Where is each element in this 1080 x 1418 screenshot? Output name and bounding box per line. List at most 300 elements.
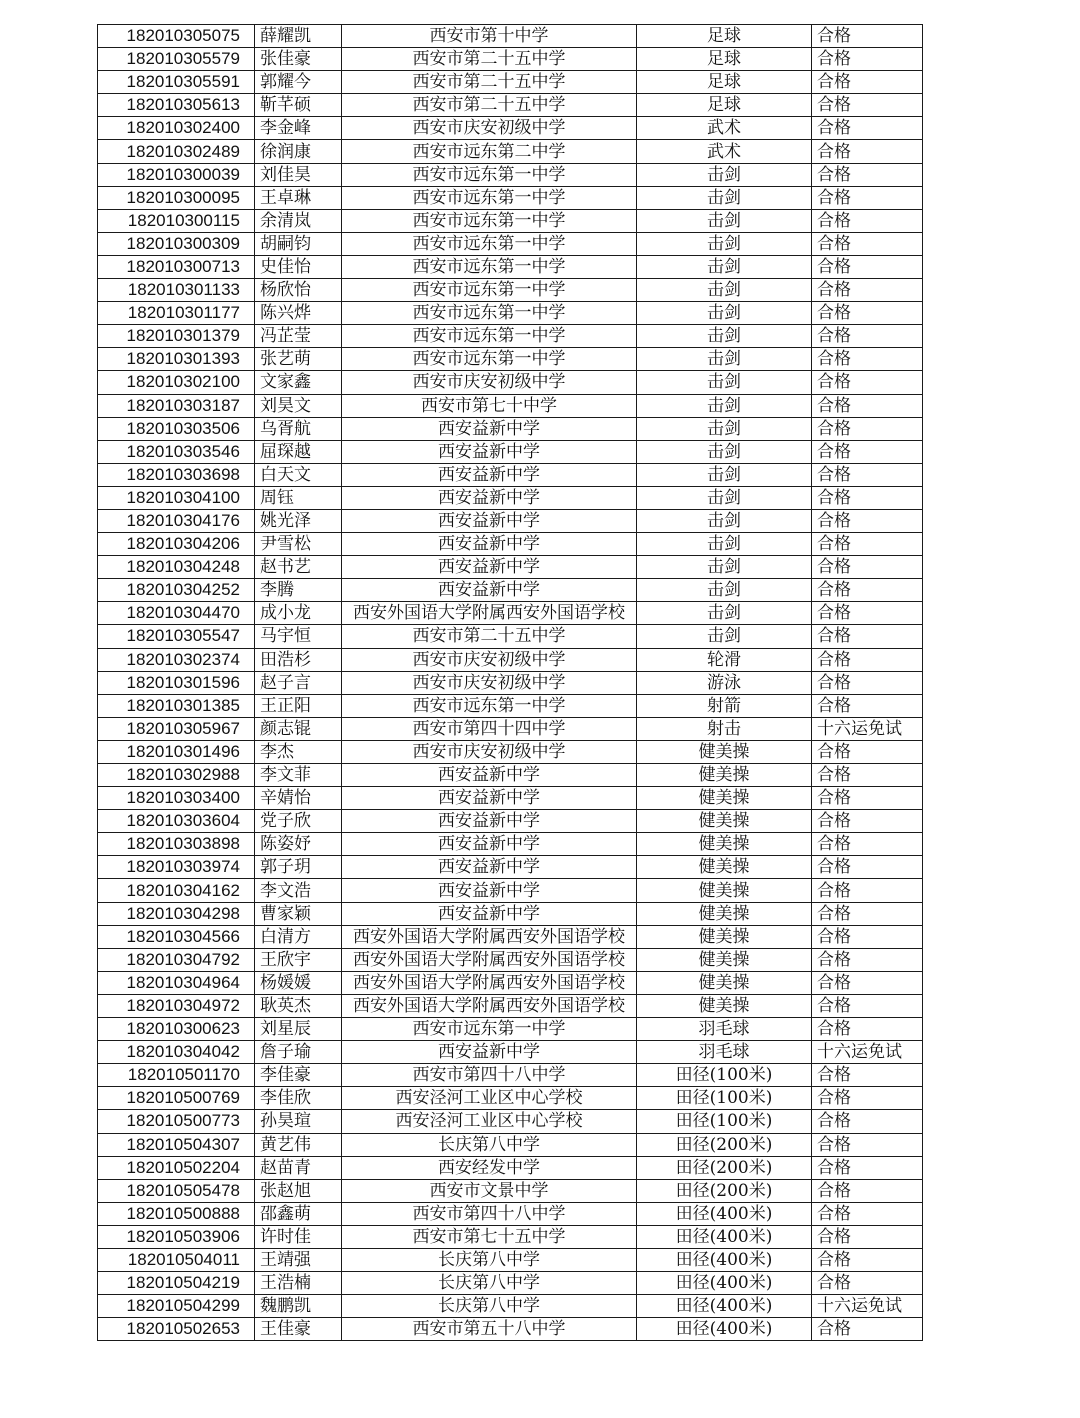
- sport-cell: 击剑: [637, 509, 812, 532]
- exam-number-cell: 182010502204: [98, 1156, 255, 1179]
- student-name-cell: 魏鹏凯: [255, 1295, 342, 1318]
- result-cell: 合格: [812, 302, 923, 325]
- result-cell: 合格: [812, 279, 923, 302]
- table-row: [98, 140, 923, 163]
- sport-cell: 击剑: [637, 232, 812, 255]
- school-cell: 西安泾河工业区中心学校: [342, 1087, 637, 1110]
- sport-cell: 击剑: [637, 209, 812, 232]
- school-cell: 西安益新中学: [342, 1041, 637, 1064]
- table-row: [98, 117, 923, 140]
- table-row: [98, 1156, 923, 1179]
- result-cell: 合格: [812, 1179, 923, 1202]
- sport-cell: 击剑: [637, 602, 812, 625]
- table-row: [98, 1018, 923, 1041]
- exam-number-cell: 182010301496: [98, 740, 255, 763]
- result-cell: 合格: [812, 694, 923, 717]
- result-cell: 合格: [812, 556, 923, 579]
- result-cell: 合格: [812, 671, 923, 694]
- student-name-cell: 李佳豪: [255, 1064, 342, 1087]
- exam-number-cell: 182010305967: [98, 717, 255, 740]
- student-name-cell: 徐润康: [255, 140, 342, 163]
- sport-cell: 田径(400米): [637, 1272, 812, 1295]
- sport-cell: 击剑: [637, 255, 812, 278]
- sport-cell: 击剑: [637, 486, 812, 509]
- student-name-cell: 辛婧怡: [255, 787, 342, 810]
- school-cell: 西安市远东第一中学: [342, 1018, 637, 1041]
- result-cell: 合格: [812, 209, 923, 232]
- table-row: [98, 694, 923, 717]
- student-name-cell: 周钰: [255, 486, 342, 509]
- sport-cell: 田径(400米): [637, 1295, 812, 1318]
- exam-number-cell: 182010304176: [98, 509, 255, 532]
- school-cell: 西安益新中学: [342, 902, 637, 925]
- sport-cell: 射击: [637, 717, 812, 740]
- exam-number-cell: 182010304964: [98, 971, 255, 994]
- student-name-cell: 黄艺伟: [255, 1133, 342, 1156]
- exam-number-cell: 182010300115: [98, 209, 255, 232]
- student-name-cell: 李佳欣: [255, 1087, 342, 1110]
- result-cell: 合格: [812, 1318, 923, 1341]
- sport-cell: 击剑: [637, 302, 812, 325]
- student-name-cell: 姚光泽: [255, 509, 342, 532]
- sport-cell: 击剑: [637, 625, 812, 648]
- result-cell: 合格: [812, 856, 923, 879]
- exam-number-cell: 182010305613: [98, 94, 255, 117]
- exam-number-cell: 182010301385: [98, 694, 255, 717]
- sport-cell: 击剑: [637, 579, 812, 602]
- sport-cell: 羽毛球: [637, 1041, 812, 1064]
- school-cell: 西安市远东第一中学: [342, 255, 637, 278]
- sport-cell: 击剑: [637, 463, 812, 486]
- result-cell: 合格: [812, 1133, 923, 1156]
- sport-cell: 击剑: [637, 279, 812, 302]
- table-row: [98, 1064, 923, 1087]
- exam-number-cell: 182010500769: [98, 1087, 255, 1110]
- sport-cell: 轮滑: [637, 648, 812, 671]
- result-cell: 合格: [812, 463, 923, 486]
- school-cell: 西安市庆安初级中学: [342, 671, 637, 694]
- school-cell: 西安外国语大学附属西安外国语学校: [342, 948, 637, 971]
- student-name-cell: 薛耀凯: [255, 25, 342, 48]
- school-cell: 西安益新中学: [342, 579, 637, 602]
- school-cell: 西安市第四十八中学: [342, 1064, 637, 1087]
- table-row: [98, 440, 923, 463]
- result-cell: 合格: [812, 117, 923, 140]
- school-cell: 西安市庆安初级中学: [342, 740, 637, 763]
- student-name-cell: 成小龙: [255, 602, 342, 625]
- student-name-cell: 杨欣怡: [255, 279, 342, 302]
- result-cell: 合格: [812, 1202, 923, 1225]
- student-name-cell: 马宇恒: [255, 625, 342, 648]
- school-cell: 西安益新中学: [342, 810, 637, 833]
- student-name-cell: 冯芷莹: [255, 325, 342, 348]
- school-cell: 西安益新中学: [342, 556, 637, 579]
- sport-cell: 健美操: [637, 879, 812, 902]
- sport-cell: 健美操: [637, 833, 812, 856]
- sport-cell: 健美操: [637, 787, 812, 810]
- result-cell: 十六运免试: [812, 717, 923, 740]
- school-cell: 西安益新中学: [342, 879, 637, 902]
- exam-number-cell: 182010302100: [98, 371, 255, 394]
- school-cell: 西安市远东第一中学: [342, 302, 637, 325]
- sport-cell: 击剑: [637, 440, 812, 463]
- sport-cell: 田径(400米): [637, 1318, 812, 1341]
- table-row: [98, 602, 923, 625]
- student-name-cell: 颜志锟: [255, 717, 342, 740]
- student-name-cell: 张艺萌: [255, 348, 342, 371]
- table-row: [98, 1225, 923, 1248]
- result-cell: 合格: [812, 740, 923, 763]
- student-name-cell: 刘佳昊: [255, 163, 342, 186]
- exam-number-cell: 182010300095: [98, 186, 255, 209]
- result-cell: 合格: [812, 994, 923, 1017]
- table-row: [98, 740, 923, 763]
- school-cell: 西安市远东第二中学: [342, 140, 637, 163]
- student-name-cell: 白天文: [255, 463, 342, 486]
- student-name-cell: 张赵旭: [255, 1179, 342, 1202]
- school-cell: 西安外国语大学附属西安外国语学校: [342, 925, 637, 948]
- table-row: [98, 209, 923, 232]
- school-cell: 长庆第八中学: [342, 1133, 637, 1156]
- sport-cell: 游泳: [637, 671, 812, 694]
- sport-cell: 击剑: [637, 394, 812, 417]
- result-cell: 合格: [812, 1225, 923, 1248]
- student-name-cell: 曹家颖: [255, 902, 342, 925]
- table-row: [98, 417, 923, 440]
- exam-number-cell: 182010504011: [98, 1248, 255, 1271]
- school-cell: 西安市远东第一中学: [342, 279, 637, 302]
- result-cell: 合格: [812, 1110, 923, 1133]
- student-name-cell: 靳芊硕: [255, 94, 342, 117]
- sport-cell: 田径(200米): [637, 1179, 812, 1202]
- result-cell: 合格: [812, 25, 923, 48]
- exam-number-cell: 182010304206: [98, 533, 255, 556]
- student-name-cell: 赵苗青: [255, 1156, 342, 1179]
- sport-cell: 击剑: [637, 163, 812, 186]
- exam-number-cell: 182010304298: [98, 902, 255, 925]
- student-name-cell: 屈琛越: [255, 440, 342, 463]
- student-name-cell: 余清岚: [255, 209, 342, 232]
- exam-number-cell: 182010304566: [98, 925, 255, 948]
- sport-cell: 足球: [637, 48, 812, 71]
- table-row: [98, 1087, 923, 1110]
- exam-number-cell: 182010304470: [98, 602, 255, 625]
- student-name-cell: 李腾: [255, 579, 342, 602]
- result-cell: 合格: [812, 348, 923, 371]
- school-cell: 西安益新中学: [342, 856, 637, 879]
- school-cell: 西安外国语大学附属西安外国语学校: [342, 994, 637, 1017]
- sport-cell: 足球: [637, 94, 812, 117]
- table-row: [98, 394, 923, 417]
- school-cell: 长庆第八中学: [342, 1272, 637, 1295]
- result-cell: 合格: [812, 902, 923, 925]
- exam-number-cell: 182010304252: [98, 579, 255, 602]
- table-row: [98, 371, 923, 394]
- roster-table: [97, 24, 923, 1341]
- exam-number-cell: 182010303400: [98, 787, 255, 810]
- exam-number-cell: 182010500773: [98, 1110, 255, 1133]
- sport-cell: 田径(400米): [637, 1202, 812, 1225]
- table-row: [98, 879, 923, 902]
- table-row: [98, 971, 923, 994]
- result-cell: 合格: [812, 833, 923, 856]
- exam-number-cell: 182010305547: [98, 625, 255, 648]
- student-name-cell: 许时佳: [255, 1225, 342, 1248]
- student-name-cell: 李文浩: [255, 879, 342, 902]
- table-row: [98, 25, 923, 48]
- school-cell: 西安市远东第一中学: [342, 163, 637, 186]
- result-cell: 合格: [812, 232, 923, 255]
- student-name-cell: 党子欣: [255, 810, 342, 833]
- student-name-cell: 赵书艺: [255, 556, 342, 579]
- exam-number-cell: 182010500888: [98, 1202, 255, 1225]
- table-row: [98, 94, 923, 117]
- student-name-cell: 张佳豪: [255, 48, 342, 71]
- exam-number-cell: 182010303604: [98, 810, 255, 833]
- table-row: [98, 1133, 923, 1156]
- sport-cell: 击剑: [637, 556, 812, 579]
- table-row: [98, 1248, 923, 1271]
- sport-cell: 足球: [637, 25, 812, 48]
- student-name-cell: 王欣宇: [255, 948, 342, 971]
- result-cell: 合格: [812, 325, 923, 348]
- sport-cell: 健美操: [637, 810, 812, 833]
- exam-number-cell: 182010303698: [98, 463, 255, 486]
- result-cell: 合格: [812, 94, 923, 117]
- school-cell: 西安市远东第一中学: [342, 232, 637, 255]
- result-cell: 合格: [812, 371, 923, 394]
- result-cell: 合格: [812, 1272, 923, 1295]
- sport-cell: 健美操: [637, 902, 812, 925]
- sport-cell: 足球: [637, 71, 812, 94]
- student-name-cell: 陈兴烨: [255, 302, 342, 325]
- school-cell: 西安市远东第一中学: [342, 694, 637, 717]
- table-row: [98, 717, 923, 740]
- exam-number-cell: 182010300623: [98, 1018, 255, 1041]
- table-row: [98, 302, 923, 325]
- result-cell: 合格: [812, 48, 923, 71]
- school-cell: 西安经发中学: [342, 1156, 637, 1179]
- exam-number-cell: 182010304792: [98, 948, 255, 971]
- sport-cell: 羽毛球: [637, 1018, 812, 1041]
- table-row: [98, 994, 923, 1017]
- table-row: [98, 348, 923, 371]
- sport-cell: 武术: [637, 117, 812, 140]
- student-name-cell: 詹子瑜: [255, 1041, 342, 1064]
- school-cell: 西安市第四十四中学: [342, 717, 637, 740]
- table-row: [98, 486, 923, 509]
- student-name-cell: 李杰: [255, 740, 342, 763]
- sport-cell: 击剑: [637, 533, 812, 556]
- school-cell: 西安益新中学: [342, 440, 637, 463]
- school-cell: 西安益新中学: [342, 764, 637, 787]
- exam-number-cell: 182010303898: [98, 833, 255, 856]
- school-cell: 西安市第七十中学: [342, 394, 637, 417]
- sport-cell: 击剑: [637, 348, 812, 371]
- school-cell: 西安市远东第一中学: [342, 325, 637, 348]
- result-cell: 合格: [812, 787, 923, 810]
- result-cell: 合格: [812, 1064, 923, 1087]
- student-name-cell: 陈姿妤: [255, 833, 342, 856]
- student-name-cell: 耿英杰: [255, 994, 342, 1017]
- table-row: [98, 948, 923, 971]
- table-row: [98, 509, 923, 532]
- sport-cell: 田径(400米): [637, 1248, 812, 1271]
- sport-cell: 田径(100米): [637, 1110, 812, 1133]
- student-name-cell: 乌胥航: [255, 417, 342, 440]
- table-row: [98, 163, 923, 186]
- result-cell: 合格: [812, 948, 923, 971]
- exam-number-cell: 182010303974: [98, 856, 255, 879]
- student-name-cell: 田浩杉: [255, 648, 342, 671]
- exam-number-cell: 182010301393: [98, 348, 255, 371]
- table-row: [98, 787, 923, 810]
- student-name-cell: 李金峰: [255, 117, 342, 140]
- table-row: [98, 925, 923, 948]
- result-cell: 合格: [812, 925, 923, 948]
- result-cell: 合格: [812, 163, 923, 186]
- roster-body: [98, 25, 923, 1341]
- school-cell: 西安益新中学: [342, 833, 637, 856]
- school-cell: 西安市第四十八中学: [342, 1202, 637, 1225]
- result-cell: 合格: [812, 1248, 923, 1271]
- result-cell: 合格: [812, 810, 923, 833]
- table-row: [98, 1110, 923, 1133]
- sport-cell: 武术: [637, 140, 812, 163]
- result-cell: 合格: [812, 255, 923, 278]
- result-cell: 合格: [812, 602, 923, 625]
- table-row: [98, 902, 923, 925]
- student-name-cell: 王卓琳: [255, 186, 342, 209]
- result-cell: 合格: [812, 71, 923, 94]
- table-row: [98, 810, 923, 833]
- exam-number-cell: 182010303506: [98, 417, 255, 440]
- exam-number-cell: 182010303187: [98, 394, 255, 417]
- sport-cell: 田径(100米): [637, 1064, 812, 1087]
- exam-number-cell: 182010305591: [98, 71, 255, 94]
- result-cell: 合格: [812, 509, 923, 532]
- student-name-cell: 刘昊文: [255, 394, 342, 417]
- school-cell: 西安市第二十五中学: [342, 94, 637, 117]
- result-cell: 合格: [812, 764, 923, 787]
- exam-number-cell: 182010304162: [98, 879, 255, 902]
- exam-number-cell: 182010304972: [98, 994, 255, 1017]
- table-row: [98, 764, 923, 787]
- sport-cell: 击剑: [637, 371, 812, 394]
- exam-number-cell: 182010504307: [98, 1133, 255, 1156]
- student-name-cell: 郭子玥: [255, 856, 342, 879]
- sport-cell: 健美操: [637, 764, 812, 787]
- exam-number-cell: 182010504299: [98, 1295, 255, 1318]
- table-row: [98, 1272, 923, 1295]
- exam-number-cell: 182010503906: [98, 1225, 255, 1248]
- sport-cell: 健美操: [637, 856, 812, 879]
- school-cell: 西安益新中学: [342, 787, 637, 810]
- school-cell: 西安市第七十五中学: [342, 1225, 637, 1248]
- table-row: [98, 1202, 923, 1225]
- student-name-cell: 孙昊瑄: [255, 1110, 342, 1133]
- school-cell: 西安泾河工业区中心学校: [342, 1110, 637, 1133]
- school-cell: 西安市第二十五中学: [342, 625, 637, 648]
- exam-number-cell: 182010302988: [98, 764, 255, 787]
- sport-cell: 田径(400米): [637, 1225, 812, 1248]
- table-row: [98, 1295, 923, 1318]
- school-cell: 西安益新中学: [342, 486, 637, 509]
- sport-cell: 击剑: [637, 417, 812, 440]
- exam-number-cell: 182010301177: [98, 302, 255, 325]
- student-name-cell: 王靖强: [255, 1248, 342, 1271]
- student-name-cell: 史佳怡: [255, 255, 342, 278]
- school-cell: 西安市第二十五中学: [342, 48, 637, 71]
- table-row: [98, 556, 923, 579]
- table-row: [98, 71, 923, 94]
- school-cell: 西安市第十中学: [342, 25, 637, 48]
- result-cell: 合格: [812, 394, 923, 417]
- sport-cell: 田径(200米): [637, 1133, 812, 1156]
- table-row: [98, 579, 923, 602]
- school-cell: 长庆第八中学: [342, 1248, 637, 1271]
- result-cell: 合格: [812, 648, 923, 671]
- school-cell: 西安市第二十五中学: [342, 71, 637, 94]
- result-cell: 合格: [812, 579, 923, 602]
- sport-cell: 健美操: [637, 971, 812, 994]
- school-cell: 西安外国语大学附属西安外国语学校: [342, 602, 637, 625]
- student-name-cell: 郭耀今: [255, 71, 342, 94]
- school-cell: 西安市文景中学: [342, 1179, 637, 1202]
- sport-cell: 击剑: [637, 325, 812, 348]
- student-name-cell: 李文菲: [255, 764, 342, 787]
- exam-number-cell: 182010304248: [98, 556, 255, 579]
- student-name-cell: 杨媛媛: [255, 971, 342, 994]
- result-cell: 合格: [812, 971, 923, 994]
- exam-number-cell: 182010501170: [98, 1064, 255, 1087]
- table-row: [98, 1041, 923, 1064]
- result-cell: 合格: [812, 486, 923, 509]
- sport-cell: 田径(100米): [637, 1087, 812, 1110]
- exam-number-cell: 182010302489: [98, 140, 255, 163]
- exam-number-cell: 182010301379: [98, 325, 255, 348]
- exam-number-cell: 182010502653: [98, 1318, 255, 1341]
- exam-number-cell: 182010301596: [98, 671, 255, 694]
- sport-cell: 田径(200米): [637, 1156, 812, 1179]
- exam-number-cell: 182010301133: [98, 279, 255, 302]
- exam-number-cell: 182010305579: [98, 48, 255, 71]
- school-cell: 西安益新中学: [342, 417, 637, 440]
- exam-number-cell: 182010304042: [98, 1041, 255, 1064]
- result-cell: 合格: [812, 1018, 923, 1041]
- result-cell: 合格: [812, 1156, 923, 1179]
- table-row: [98, 625, 923, 648]
- result-cell: 合格: [812, 140, 923, 163]
- table-row: [98, 671, 923, 694]
- result-cell: 合格: [812, 533, 923, 556]
- table-row: [98, 833, 923, 856]
- student-name-cell: 胡嗣钧: [255, 232, 342, 255]
- school-cell: 西安市远东第一中学: [342, 209, 637, 232]
- exam-number-cell: 182010302400: [98, 117, 255, 140]
- student-name-cell: 刘星辰: [255, 1018, 342, 1041]
- student-name-cell: 王浩楠: [255, 1272, 342, 1295]
- table-row: [98, 232, 923, 255]
- table-row: [98, 1179, 923, 1202]
- result-cell: 合格: [812, 186, 923, 209]
- school-cell: 西安市庆安初级中学: [342, 648, 637, 671]
- result-cell: 十六运免试: [812, 1295, 923, 1318]
- table-row: [98, 533, 923, 556]
- school-cell: 西安市远东第一中学: [342, 348, 637, 371]
- sport-cell: 健美操: [637, 925, 812, 948]
- sport-cell: 健美操: [637, 948, 812, 971]
